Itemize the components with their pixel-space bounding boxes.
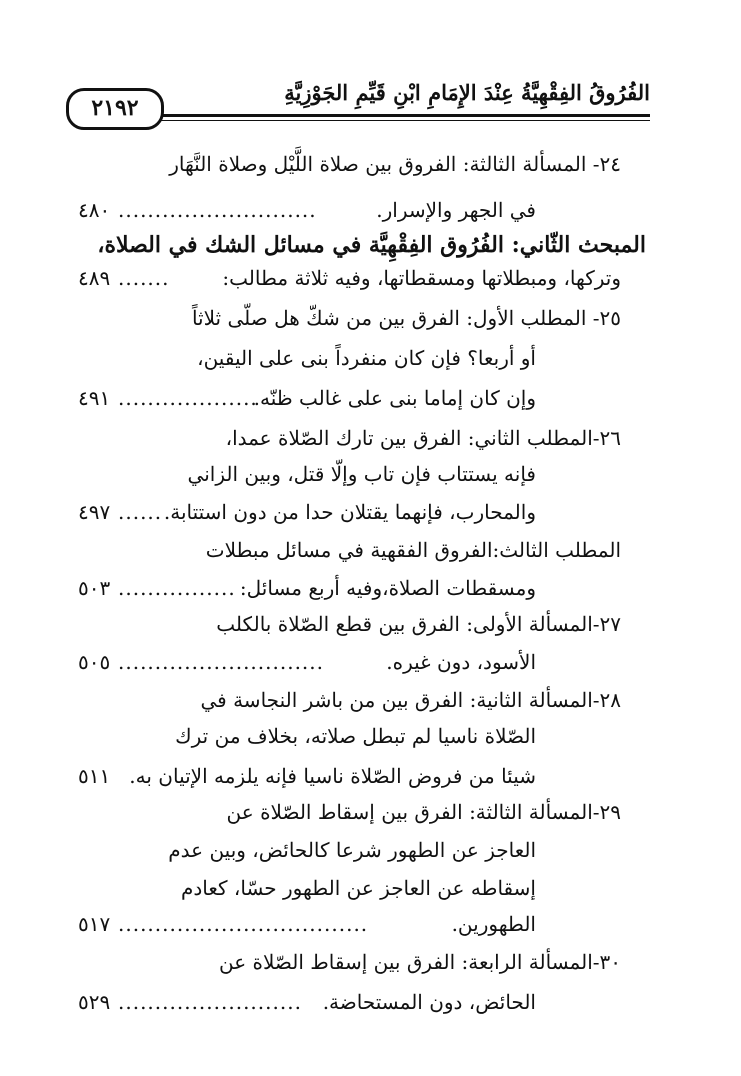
toc-line: الصّلاة ناسيا لم تبطل صلاته، بخلاف من ترك [175,724,536,748]
toc-page-number: ٥٠٥ [78,650,111,674]
toc-page-number: ٥١٧ [78,912,111,936]
toc-line: وتركها، ومبطلاتها ومسقطاتها، وفيه ثلاثة مطالب: [222,266,621,290]
toc-line: في الجهر والإسرار. [376,198,536,222]
toc-page-number: ٤٨٠ [78,198,111,222]
toc-line: العاجز عن الطهور شرعا كالحائض، وبين عدم [168,838,536,862]
toc-line: ٢٥- المطلب الأول: الفرق بين من شكّ هل صلّى ثلاثاً [191,306,621,330]
toc-line: شيئا من فروض الصّلاة ناسيا فإنه يلزمه الإتيان به. [129,764,536,788]
toc-section-heading: المبحث الثّاني: الفُرُوق الفِقْهِيَّة في مسائل الشك في الصلاة، [97,232,646,258]
toc-page-number: ٥٢٩ [78,990,111,1014]
toc-line: فإنه يستتاب فإن تاب وإلّا قتل، وبين الزاني [187,462,536,486]
toc-leader: ............................ [118,650,325,674]
toc-leader: ................... [118,386,258,410]
toc-line: الحائض، دون المستحاضة. [322,990,536,1014]
toc-line: وإن كان إماما بنى على غالب ظنّه. [253,386,536,410]
toc-line: ٢٨-المسألة الثانية: الفرق بين من باشر النجاسة في [200,688,621,712]
toc-page-number: ٤٩٧ [78,500,111,524]
toc-line: المطلب الثالث:الفروق الفقهية في مسائل مبطلات [205,538,621,562]
toc-line: ٢٩-المسألة الثالثة: الفرق بين إسقاط الصّلاة عن [226,800,621,824]
toc-line: ٢٤- المسألة الثالثة: الفروق بين صلاة اللَّيْل وصلاة النَّهَار [169,152,621,176]
toc-line: ٢٦-المطلب الثاني: الفرق بين تارك الصّلاة عمدا، [225,426,621,450]
toc-leader: ........................... [118,198,317,222]
toc-leader: ...... [118,500,163,524]
toc-line: الأسود، دون غيره. [386,650,536,674]
toc-line: ٢٧-المسألة الأولى: الفرق بين قطع الصّلاة بالكلب [216,612,621,636]
toc-line: أو أربعا؟ فإن كان منفرداً بنى على اليقين، [197,346,536,370]
toc-line: ٣٠-المسألة الرابعة: الفرق بين إسقاط الصّلاة عن [218,950,621,974]
toc-line: والمحارب، فإنهما يقتلان حدا من دون استتابة. [163,500,536,524]
toc-leader: ....... [118,266,170,290]
toc-leader: .................................. [118,912,369,936]
toc-page-number: ٥١١ [78,764,111,788]
toc-leader: ................ [118,576,236,600]
toc-line: ومسقطات الصلاة،وفيه أربع مسائل: [239,576,536,600]
toc-line: إسقاطه عن العاجز عن الطهور حسّا، كعادم [181,876,536,900]
page-number-badge: ٢١٩٢ [66,88,164,130]
header-title: الفُرُوقُ الفِقْهِيَّةُ عِنْدَ الإِمَامِ ابْنِ قَيِّمِ الجَوْزِيَّةِ [284,80,650,105]
toc-page-number: ٤٩١ [78,386,111,410]
toc-line: الطهورين. [451,912,536,936]
toc-leader: ......................... [118,990,302,1014]
toc-page-number: ٥٠٣ [78,576,111,600]
toc-page-number: ٤٨٩ [78,266,111,290]
